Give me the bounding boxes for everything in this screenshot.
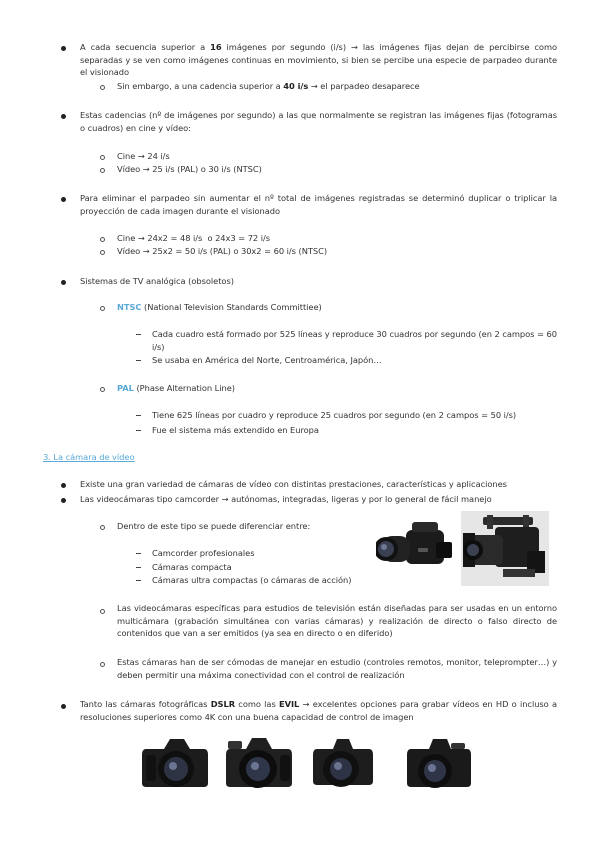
sub-bullet-circle bbox=[100, 387, 105, 392]
camcorder-photo bbox=[376, 518, 454, 576]
bullet-dot bbox=[61, 498, 66, 503]
dash-marker bbox=[136, 334, 141, 335]
paragraph-camera-variety: Existe una gran variedad de cámaras de vídeo con distintas prestaciones, características y aplicaciones bbox=[80, 479, 507, 489]
sub-bullet-circle bbox=[100, 168, 105, 173]
type-compact: Cámaras compacta bbox=[152, 562, 232, 572]
bullet-dot bbox=[61, 197, 66, 202]
dash-marker bbox=[136, 360, 141, 361]
pal-heading: PAL (Phase Alternation Line) bbox=[117, 383, 235, 393]
sub-bullet-circle bbox=[100, 237, 105, 242]
dash-marker bbox=[136, 430, 141, 431]
pal-item-europe: Fue el sistema más extendido en Europa bbox=[152, 425, 319, 435]
rate-item-video: Vídeo → 25 i/s (PAL) o 30 i/s (NTSC) bbox=[117, 164, 262, 174]
bullet-dot bbox=[61, 280, 66, 285]
sub-bullet-circle bbox=[100, 609, 105, 614]
dash-marker bbox=[136, 580, 141, 581]
pro-camera-photo bbox=[461, 511, 549, 586]
paragraph-rates: Estas cadencias (nº de imágenes por segundo) a las que normalmente se registran las imágenes fijas (fotogramas o cuadros) en cine y vídeo: bbox=[80, 110, 557, 133]
ntsc-item-lines: Cada cuadro está formado por 525 líneas y reproduce 30 cuadros por segundo (en 2 campos = 60 i/s) bbox=[152, 329, 557, 352]
paragraph-cadence: A cada secuencia superior a 16 imágenes por segundo (i/s) → las imágenes fijas dejan de percibirse como separadas y se ven como imágenes continuas en movimiento, si bien se percibe una especie de parpadeo durante el visionado bbox=[80, 42, 557, 78]
rate-item-cine: Cine → 24 i/s bbox=[117, 151, 170, 161]
sub-bullet-circle bbox=[100, 155, 105, 160]
type-professional: Camcorder profesionales bbox=[152, 548, 255, 558]
paragraph-dslr-evil: Tanto las cámaras fotográficas DSLR como las EVIL → excelentes opciones para grabar vídeos en HD o incluso a resoluciones superiores como 4K con una buena capacidad de control de imagen bbox=[80, 699, 558, 722]
sub-bullet-circle bbox=[100, 662, 105, 667]
type-ultra-compact: Cámaras ultra compactas (o cámaras de acción) bbox=[152, 575, 352, 585]
projection-item-cine: Cine → 24x2 = 48 i/s o 24x3 = 72 i/s bbox=[117, 233, 271, 243]
bullet-dot bbox=[61, 114, 66, 119]
section-heading-video-camera[interactable]: 3. La cámara de vídeo bbox=[43, 452, 135, 462]
paragraph-studio-cameras: Las videocámaras específicas para estudios de televisión están diseñadas para ser usadas en un entorno multicámara (grabación simultánea con varias cámaras) y realización de directo o falso directo de contenidos que van a ser emitidos (ya sea en directo o en diferido) bbox=[117, 603, 557, 639]
pal-item-lines: Tiene 625 líneas por cuadro y reproduce 25 cuadros por segundo (en 2 campos = 50 i/s) bbox=[152, 410, 517, 420]
paragraph-studio-handling: Estas cámaras han de ser cómodas de manejar en estudio (controles remotos, monitor, teleprompter…) y deben permitir una máxima conectividad con el control de realización bbox=[117, 657, 557, 680]
sub-paragraph-flicker: Sin embargo, a una cadencia superior a 40 i/s → el parpadeo desaparece bbox=[117, 81, 420, 91]
mirrorless-camera-photo-1 bbox=[311, 735, 375, 793]
pal-label: PAL bbox=[117, 383, 134, 393]
paragraph-camcorder: Las videocámaras tipo camcorder → autónomas, integradas, ligeras y por lo general de fácil manejo bbox=[80, 494, 492, 504]
mirrorless-camera-photo-2 bbox=[405, 733, 473, 793]
paragraph-flicker-fix: Para eliminar el parpadeo sin aumentar el nº total de imágenes registradas se determinó duplicar o triplicar la proyección de cada imagen durante el visionado bbox=[80, 193, 557, 216]
sub-bullet-circle bbox=[100, 525, 105, 530]
dash-marker bbox=[136, 415, 141, 416]
bullet-dot bbox=[61, 46, 66, 51]
ntsc-heading: NTSC (National Television Standards Committiee) bbox=[117, 302, 322, 312]
dash-marker bbox=[136, 567, 141, 568]
dash-marker bbox=[136, 553, 141, 554]
sub-bullet-circle bbox=[100, 250, 105, 255]
projection-item-video: Vídeo → 25x2 = 50 i/s (PAL) o 30x2 = 60 i/s (NTSC) bbox=[117, 246, 328, 256]
dslr-camera-photo-2 bbox=[224, 733, 294, 793]
ntsc-label: NTSC bbox=[117, 302, 142, 312]
dslr-camera-photo-1 bbox=[140, 733, 210, 793]
ntsc-item-regions: Se usaba en América del Norte, Centroamérica, Japón… bbox=[152, 355, 382, 365]
paragraph-analog-tv: Sistemas de TV analógica (obsoletos) bbox=[80, 276, 234, 286]
bullet-dot bbox=[61, 483, 66, 488]
sub-bullet-circle bbox=[100, 85, 105, 90]
sub-bullet-circle bbox=[100, 306, 105, 311]
bullet-dot bbox=[61, 704, 66, 709]
camcorder-types-intro: Dentro de este tipo se puede diferenciar entre: bbox=[117, 521, 311, 531]
